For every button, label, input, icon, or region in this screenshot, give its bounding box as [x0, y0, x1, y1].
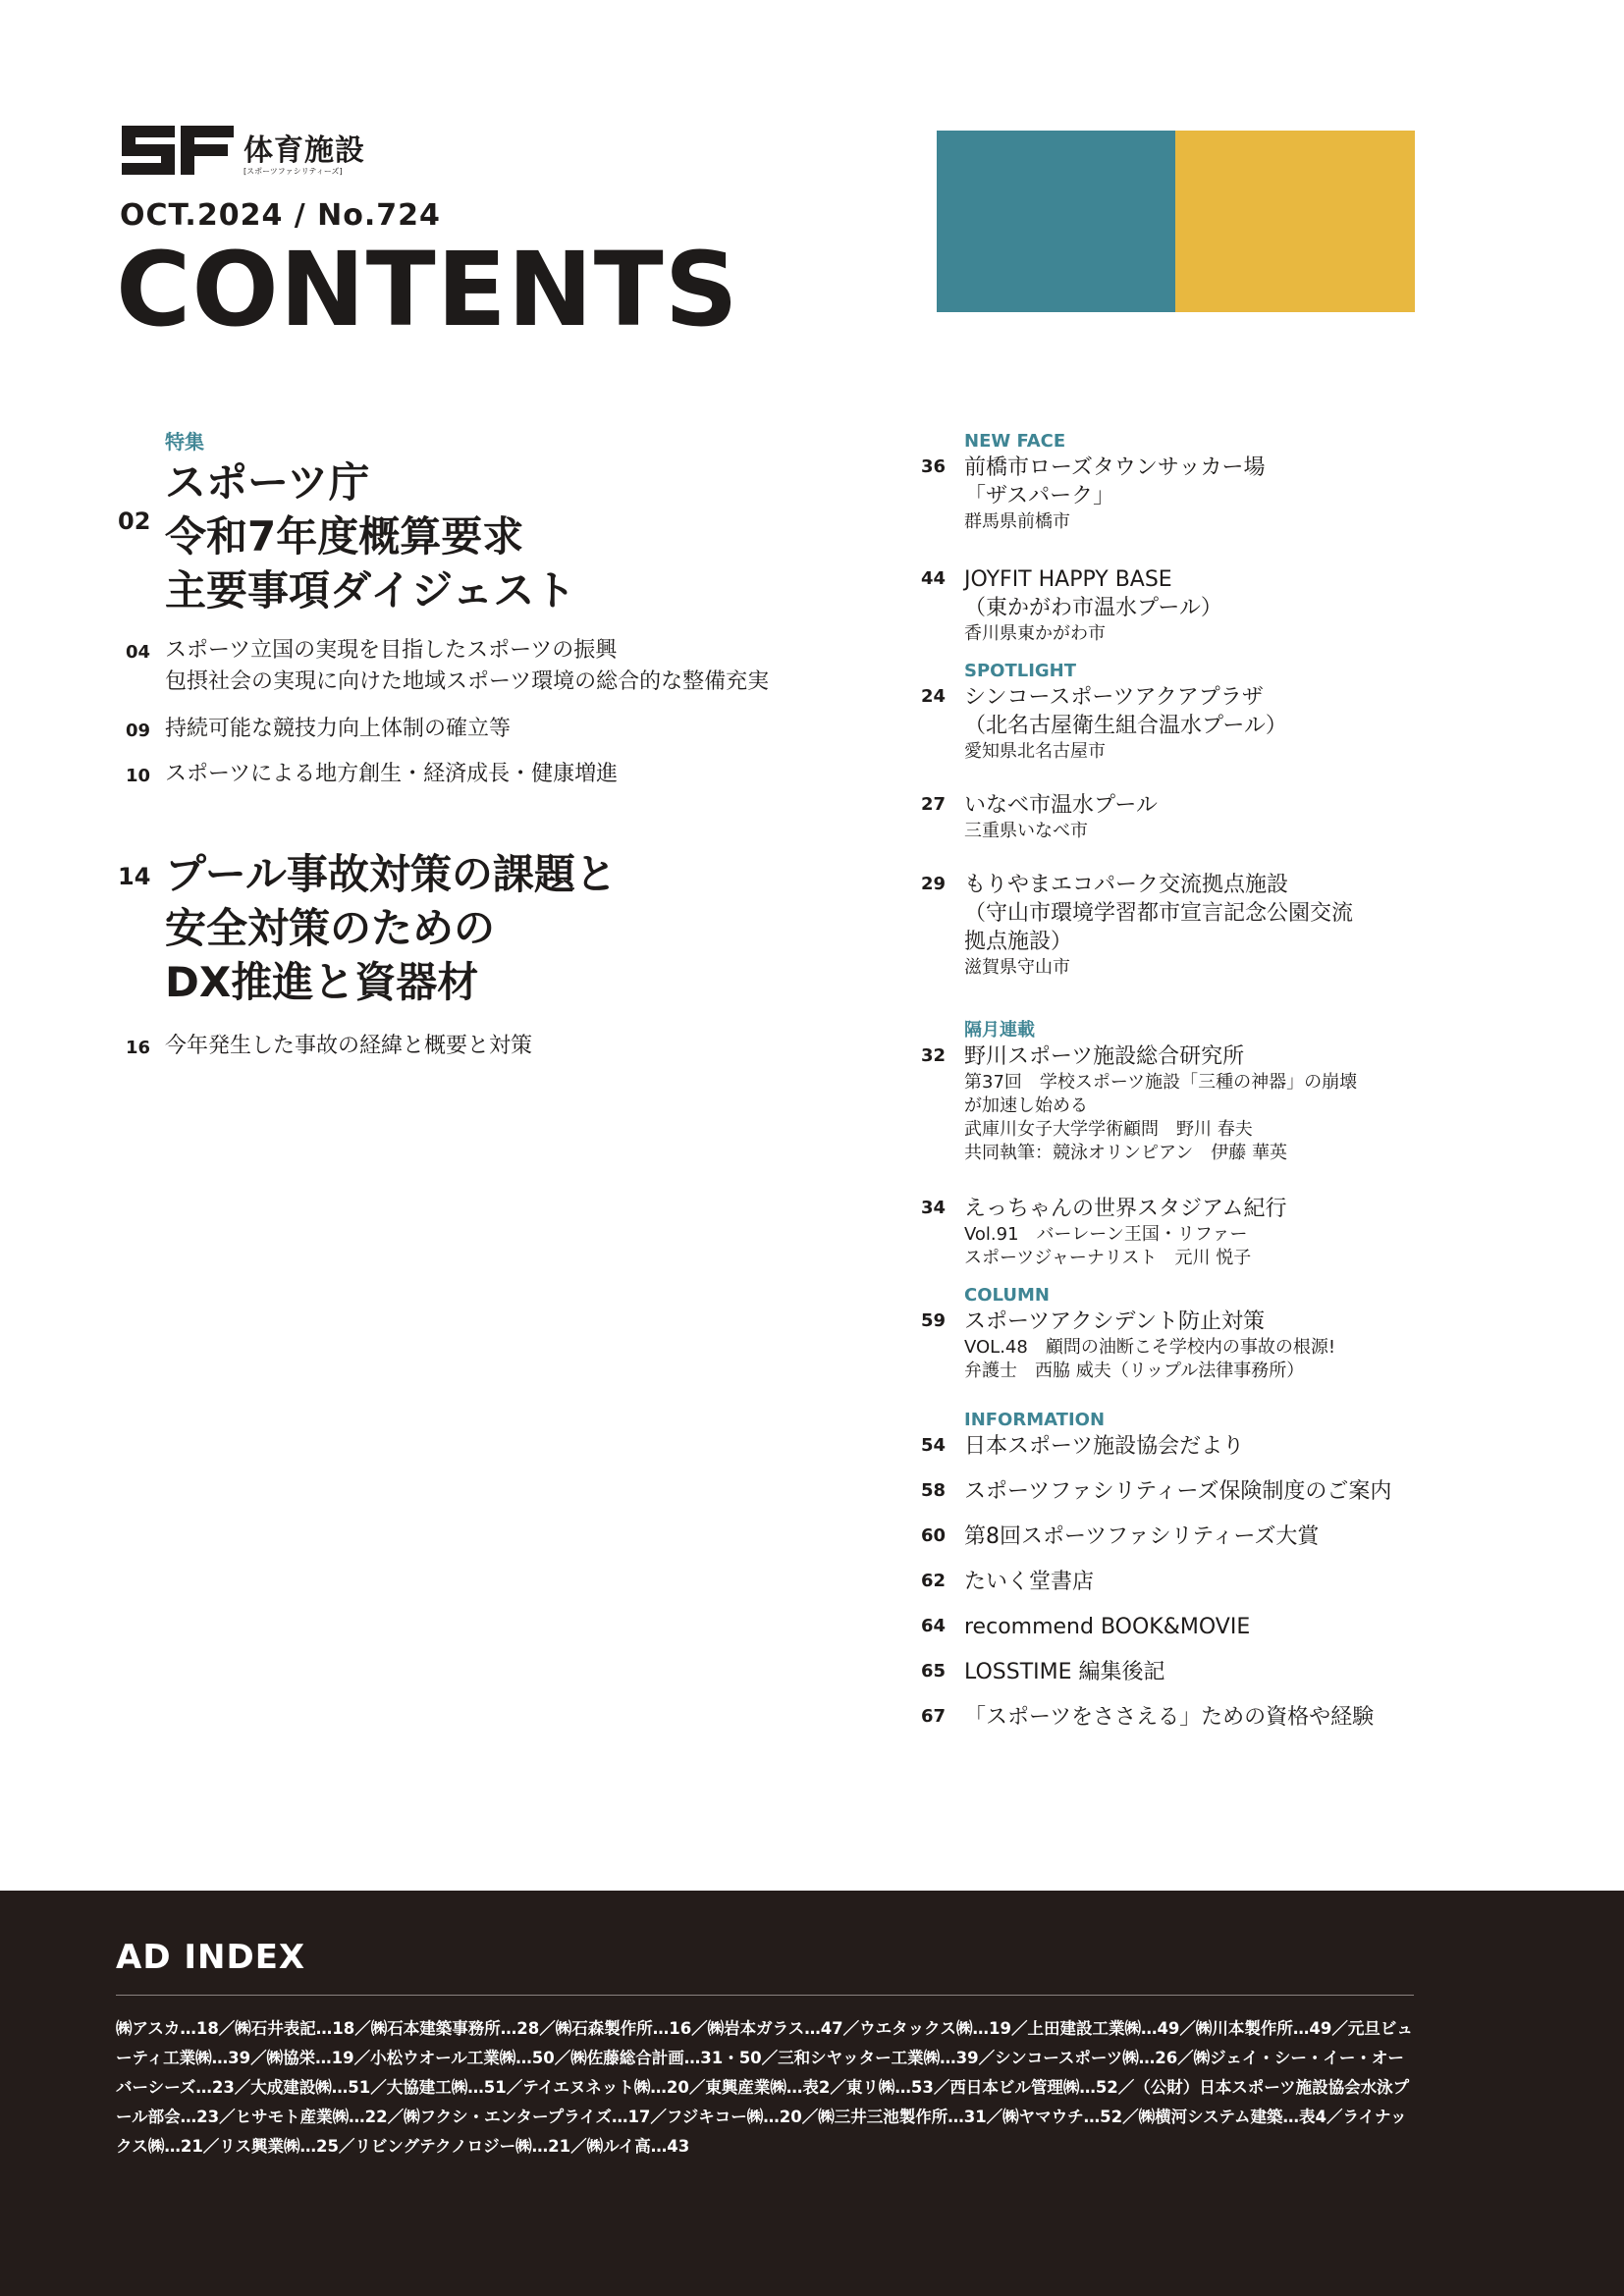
- entry-title: recommend BOOK&MOVIE: [964, 1615, 1251, 1639]
- entry-subtitle: 滋賀県守山市: [964, 957, 1070, 978]
- toc-entry[interactable]: [921, 871, 1432, 980]
- entry-subtitle: 共同執筆：競泳オリンピアン 伊藤 華英: [964, 1143, 1287, 1163]
- toc-entry[interactable]: [921, 1568, 1432, 1596]
- entry-subtitle: 群馬県前橋市: [964, 511, 1070, 532]
- section-tag-column: COLUMN: [964, 1285, 1050, 1306]
- entry-subtitle: 武庫川女子大学学術顧問 野川 春夫: [964, 1119, 1253, 1140]
- feature-section[interactable]: [118, 455, 903, 617]
- toc-entry[interactable]: [118, 1031, 903, 1062]
- section-tag-new-face: NEW FACE: [964, 431, 1066, 452]
- toc-entry[interactable]: [921, 683, 1432, 764]
- page-number: 36: [921, 456, 947, 477]
- page-number: 67: [921, 1706, 947, 1727]
- toc-entry[interactable]: [921, 1308, 1432, 1383]
- entry-title: （守山市環境学習都市宣言記念公園交流: [964, 901, 1354, 926]
- magazine-logo: [120, 118, 365, 177]
- entry-subtitle: Vol.91 バーレーン王国・リファー: [964, 1224, 1248, 1245]
- page-number: 16: [126, 1038, 151, 1058]
- toc-entry[interactable]: [921, 1195, 1432, 1270]
- feature-title-line: プール事故対策の課題と: [165, 850, 617, 898]
- page-number: 62: [921, 1571, 947, 1591]
- toc-entry[interactable]: [921, 1477, 1432, 1506]
- entry-title: スポーツ立国の実現を目指したスポーツの振興: [165, 638, 618, 663]
- entry-title: 今年発生した事故の経緯と概要と対策: [165, 1034, 533, 1058]
- entry-subtitle: 香川県東かがわ市: [964, 623, 1106, 644]
- entry-title: 「スポーツをささえる」ための資格や経験: [964, 1705, 1375, 1730]
- entry-subtitle: 第37回 学校スポーツ施設「三種の神器」の崩壊: [964, 1072, 1358, 1093]
- page-number: 59: [921, 1310, 947, 1331]
- page-number: 27: [921, 794, 947, 815]
- page-number: 64: [921, 1616, 947, 1636]
- entry-title: もりやまエコパーク交流拠点施設: [964, 873, 1289, 897]
- page-number: 34: [921, 1198, 947, 1218]
- toc-entry[interactable]: [921, 1658, 1432, 1686]
- entry-title: スポーツによる地方創生・経済成長・健康増進: [165, 762, 619, 786]
- entry-title: 「ザスパーク」: [964, 484, 1115, 508]
- entry-title: JOYFIT HAPPY BASE: [964, 567, 1172, 592]
- contents-column: [921, 430, 1432, 1732]
- ad-index-section: [0, 1891, 1624, 2296]
- page-number: 10: [126, 766, 151, 786]
- toc-entry[interactable]: [921, 454, 1432, 534]
- entry-subtitle: 愛知県北名古屋市: [964, 741, 1106, 762]
- entry-subtitle: 三重県いなべ市: [964, 821, 1088, 841]
- page-number: 58: [921, 1480, 947, 1501]
- issue-number: OCT.2024 / No.724: [120, 198, 441, 233]
- toc-entry[interactable]: [921, 1703, 1432, 1732]
- entry-subtitle: が加速し始める: [964, 1095, 1088, 1116]
- entry-title: 野川スポーツ施設総合研究所: [964, 1044, 1245, 1069]
- entry-title: スポーツアクシデント防止対策: [964, 1309, 1266, 1334]
- feature-title-line: 主要事項ダイジェスト: [165, 566, 576, 614]
- ad-index-list: ㈱アスカ…18／㈱石井表記…18／㈱石本建築事務所…28／㈱石森製作所…16／㈱岩本ガラス…47／ウエタックス㈱…19／上田建設工業㈱…49／㈱川本製作所…49／元旦ビューティ工業㈱…39／㈱協栄…19／小松ウオール工業㈱…50／㈱佐藤総合計画…31・50／三和シヤッター工業㈱…39／シンコースポーツ㈱…26／㈱ジェイ・シー・イー・オーバーシーズ…23／大成建設㈱…51／大協建工㈱…51／テイエヌネット㈱…20／東興産業㈱…表2／東リ㈱…53／西日本ビル管理㈱…52／（公財）日本スポーツ施設協会水泳プール部会…23／ヒサモト産業㈱…22／㈱フクシ・エンタープライズ…17／フジキコー㈱…20／㈱三井三池製作所…31／㈱ヤマウチ…52／㈱横河システム建築…表4／ライナックス㈱…21／リス興業㈱…25／リビングテクノロジー㈱…21／㈱ルイ高…43: [116, 2019, 1413, 2156]
- entry-title: （東かがわ市温水プール）: [964, 596, 1222, 620]
- teal-color-block: [937, 131, 1176, 312]
- toc-entry[interactable]: [118, 759, 903, 790]
- sf-logo-mark: [120, 124, 236, 177]
- page-number: 60: [921, 1525, 947, 1546]
- feature-title-line: 安全対策のための: [165, 904, 496, 952]
- entry-title: えっちゃんの世界スタジアム紀行: [964, 1197, 1287, 1221]
- toc-entry[interactable]: [921, 565, 1432, 646]
- feature-title-line: スポーツ庁: [165, 458, 370, 507]
- page-number: 65: [921, 1661, 947, 1682]
- ad-index-title: AD INDEX: [116, 1938, 306, 1977]
- entry-title: 日本スポーツ施設協会だより: [964, 1434, 1245, 1459]
- logo-title: 体育施設: [244, 133, 365, 168]
- page-number: 14: [118, 863, 151, 890]
- yellow-color-block: [1175, 131, 1415, 312]
- page-number: 44: [921, 568, 947, 589]
- entry-title: スポーツファシリティーズ保険制度のご案内: [964, 1479, 1392, 1504]
- entry-title: 拠点施設）: [964, 930, 1073, 954]
- page-number: 09: [126, 721, 151, 741]
- entry-subtitle: VOL.48 顧問の油断こそ学校内の事故の根源!: [964, 1337, 1336, 1358]
- section-tag-information: INFORMATION: [964, 1410, 1106, 1430]
- entry-title: 前橋市ローズタウンサッカー場: [964, 455, 1266, 480]
- feature-title-line: 令和7年度概算要求: [165, 512, 524, 561]
- toc-entry[interactable]: [118, 714, 903, 745]
- toc-entry[interactable]: [921, 1522, 1432, 1551]
- page-title: CONTENTS: [116, 230, 739, 349]
- page-number: 29: [921, 874, 947, 894]
- feature-section[interactable]: [118, 847, 903, 1009]
- entry-title: 第8回スポーツファシリティーズ大賞: [964, 1524, 1320, 1549]
- toc-entry[interactable]: [921, 1042, 1432, 1165]
- entry-title: 持続可能な競技力向上体制の確立等: [165, 717, 512, 741]
- section-tag-serial: 隔月連載: [964, 1020, 1035, 1041]
- toc-entry[interactable]: [118, 635, 903, 698]
- entry-title: （北名古屋衛生組合温水プール）: [964, 714, 1287, 738]
- logo-subtitle: [スポーツファシリティーズ]: [244, 167, 343, 176]
- page-number: 54: [921, 1435, 947, 1456]
- entry-subtitle: 弁護士 西脇 威夫（リップル法律事務所）: [964, 1361, 1305, 1381]
- toc-entry[interactable]: [921, 1613, 1432, 1641]
- feature-title-line: DX推進と資器材: [165, 958, 479, 1006]
- divider: [116, 1995, 1414, 1996]
- toc-entry[interactable]: [921, 791, 1432, 843]
- toc-entry[interactable]: [921, 1432, 1432, 1461]
- page-number: 04: [126, 642, 151, 663]
- entry-title: いなべ市温水プール: [964, 793, 1158, 818]
- entry-title: LOSSTIME 編集後記: [964, 1660, 1165, 1684]
- entry-title: シンコースポーツアクアプラザ: [964, 685, 1264, 710]
- entry-title: たいく堂書店: [964, 1570, 1095, 1594]
- page-number: 32: [921, 1045, 947, 1066]
- entry-title: 包摂社会の実現に向けた地域スポーツ環境の総合的な整備充実: [165, 669, 770, 694]
- feature-tag: 特集: [165, 430, 204, 454]
- page-number: 02: [118, 507, 151, 535]
- feature-column: [118, 430, 903, 1062]
- section-tag-spotlight: SPOTLIGHT: [964, 661, 1077, 681]
- entry-subtitle: スポーツジャーナリスト 元川 悦子: [964, 1248, 1252, 1268]
- page-number: 24: [921, 686, 947, 707]
